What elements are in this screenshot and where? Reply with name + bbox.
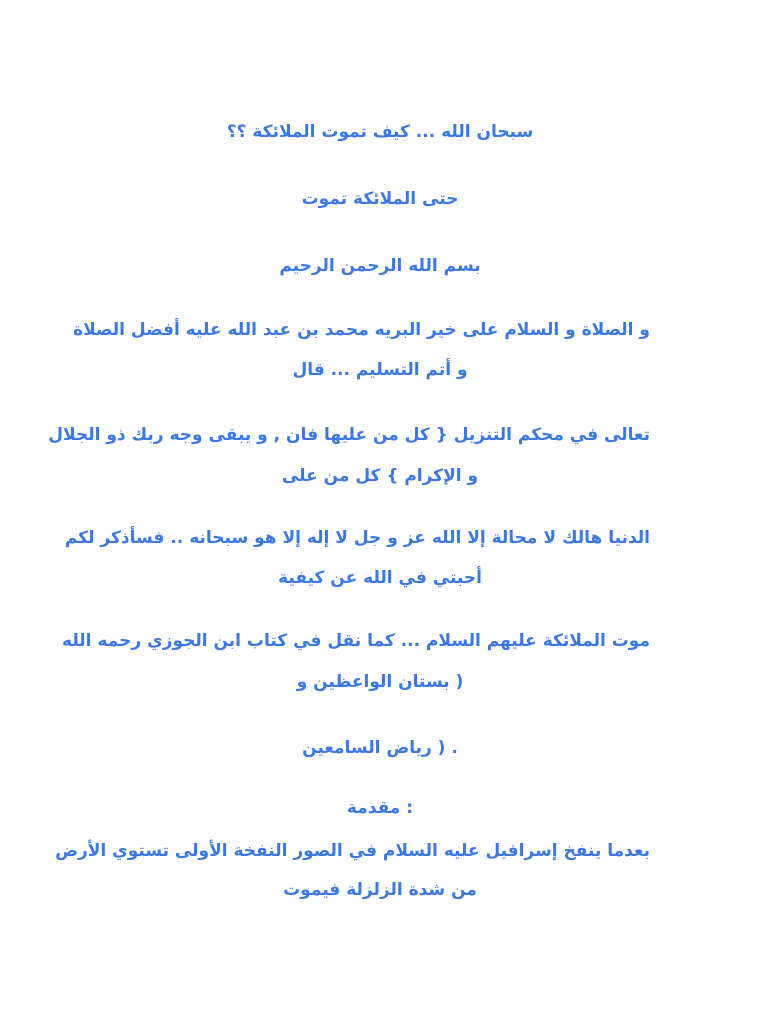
line-subtitle: حتى الملائكة تموت <box>301 189 459 209</box>
line-paragraph: موت الملائكة عليهم السلام ... كما نقل في كتاب ابن الجوزي رحمه الله <box>62 631 650 651</box>
line-paragraph: . ( رياض السامعين <box>302 738 458 758</box>
line-paragraph: و أتم التسليم ... قال <box>292 360 468 380</box>
line-paragraph: تعالى في محكم التنزيل { كل من عليها فان , و يبقى وجه ربك ذو الجلال <box>48 425 650 445</box>
line-heading-intro: : مقدمة <box>346 798 414 818</box>
line-title: سبحان الله ... كيف تموت الملائكة ؟؟ <box>226 122 534 142</box>
line-paragraph: بعدما ينفخ إسرافيل عليه السلام في الصور النفخة الأولى تستوي الأرض <box>55 841 650 861</box>
line-paragraph: و الصلاة و السلام على خير البريه محمد بن عبد الله عليه أفضل الصلاة <box>73 320 650 340</box>
line-paragraph: الدنيا هالك لا محالة إلا الله عز و جل لا إله إلا هو سبحانه .. فسأذكر لكم <box>64 528 650 548</box>
line-paragraph: أحبتي في الله عن كيفية <box>278 568 482 588</box>
line-paragraph: ( بستان الواعظين و <box>296 672 464 692</box>
line-paragraph: و الإكرام } كل من على <box>281 466 479 486</box>
line-basmala: بسم الله الرحمن الرحيم <box>279 256 481 276</box>
line-paragraph: من شدة الزلزلة فيموت <box>283 880 477 900</box>
